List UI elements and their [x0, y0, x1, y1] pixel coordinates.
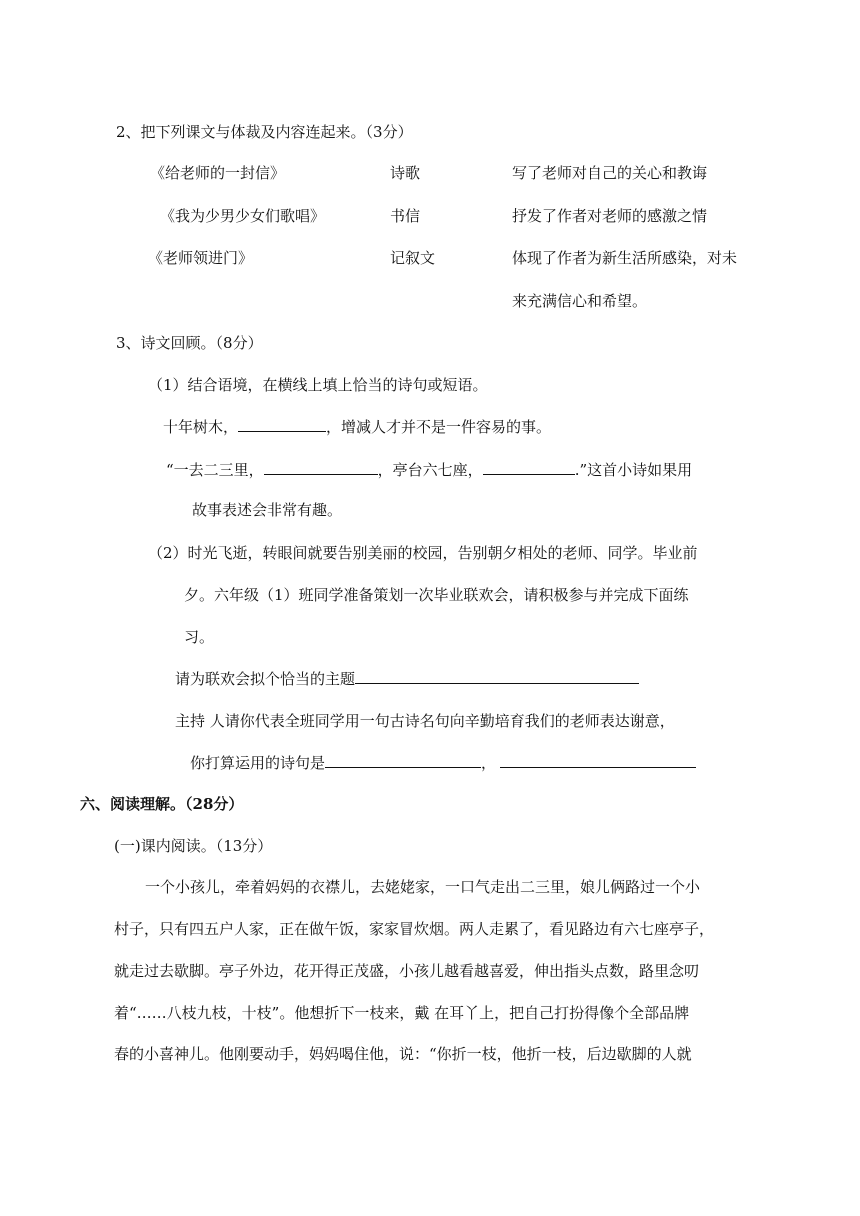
q3-line1 — [163, 416, 551, 437]
fill-blank-2[interactable] — [264, 459, 378, 475]
q2-genre-1: 诗歌 — [390, 164, 421, 182]
poem-blank-1[interactable] — [325, 752, 481, 768]
q2-genre-3: 记叙文 — [390, 249, 436, 267]
theme-prompt: 请为联欢会拟个恰当的主题 — [175, 670, 356, 688]
line2-suffix: .”这首小诗如果用 — [574, 461, 693, 479]
poem-prompt: 你打算运用的诗句是 — [190, 754, 326, 772]
reading-para-line-2: 村子，只有四五户人家，正在做午饭，家家冒炊烟。两人走累了，看见路边有六七座亭子， — [114, 920, 715, 938]
q3-part2-line1: （2）时光飞逝，转眼间就要告别美丽的校园，告别朝夕相处的老师、同学。毕业前 — [148, 544, 698, 562]
q3-line2 — [166, 459, 692, 480]
q3-theme-line — [175, 668, 639, 689]
q2-content-3-cont: 来充满信心和希望。 — [512, 292, 648, 310]
line1-prefix: 十年树木， — [163, 418, 239, 436]
q3-part2-line2: 夕。六年级（1）班同学准备策划一次毕业联欢会，请积极参与并完成下面练 — [184, 586, 689, 604]
reading-para-line-3: 就走过去歇脚。亭子外边，花开得正茂盛，小孩儿越看越喜爱，伸出指头点数，路里念叨 — [114, 962, 700, 980]
q3-line2-cont: 故事表述会非常有趣。 — [192, 501, 343, 519]
q2-content-2: 抒发了作者对老师的感激之情 — [512, 207, 708, 225]
section6-subtitle: (一)课内阅读。（13分） — [114, 837, 273, 855]
section6-title: 六、阅读理解。（28分） — [80, 795, 244, 813]
reading-para-line-1: 一个小孩儿，牵着妈妈的衣襟儿，去姥姥家，一口气走出二三里，娘儿俩路过一个小 — [145, 878, 701, 896]
q2-content-1: 写了老师对自己的关心和教诲 — [512, 164, 708, 182]
line2-middle: ，亭台六七座， — [377, 461, 483, 479]
q2-title-2: 《我为少男少女们歌唱》 — [160, 207, 326, 225]
line2-prefix: “一去二三里， — [166, 461, 264, 479]
poem-blank-2[interactable] — [500, 752, 696, 768]
q3-host-line: 主持 人请你代表全班同学用一句古诗名句向辛勤培育我们的老师表达谢意， — [175, 712, 675, 730]
q3-part1-title: （1）结合语境，在横线上填上恰当的诗句或短语。 — [148, 376, 488, 394]
poem-comma: ， — [481, 754, 497, 772]
line1-suffix: ，增减人才并不是一件容易的事。 — [326, 418, 552, 436]
q3-part2-line3: 习。 — [184, 628, 215, 646]
q2-title-1: 《给老师的一封信》 — [150, 164, 286, 182]
q3-title: 3、诗文回顾。（8分） — [116, 334, 263, 352]
reading-para-line-4: 着“……八枝九枝，十枝”。他想折下一枝来，戴 在耳丫上，把自己打扮得像个全部品牌 — [114, 1004, 690, 1022]
reading-para-line-5: 春的小喜神儿。他刚要动手，妈妈喝住他，说：“你折一枝，他折一枝，后边歇脚的人就 — [114, 1045, 692, 1063]
q2-title-3: 《老师领进门》 — [148, 249, 254, 267]
fill-blank-1[interactable] — [238, 416, 326, 432]
fill-blank-3[interactable] — [483, 459, 575, 475]
theme-blank[interactable] — [355, 668, 639, 684]
q2-genre-2: 书信 — [390, 207, 421, 225]
q2-content-3: 体现了作者为新生活所感染，对未 — [512, 249, 738, 267]
q2-title: 2、把下列课文与体裁及内容连起来。（3分） — [116, 123, 413, 141]
q3-poem-line — [190, 752, 696, 773]
